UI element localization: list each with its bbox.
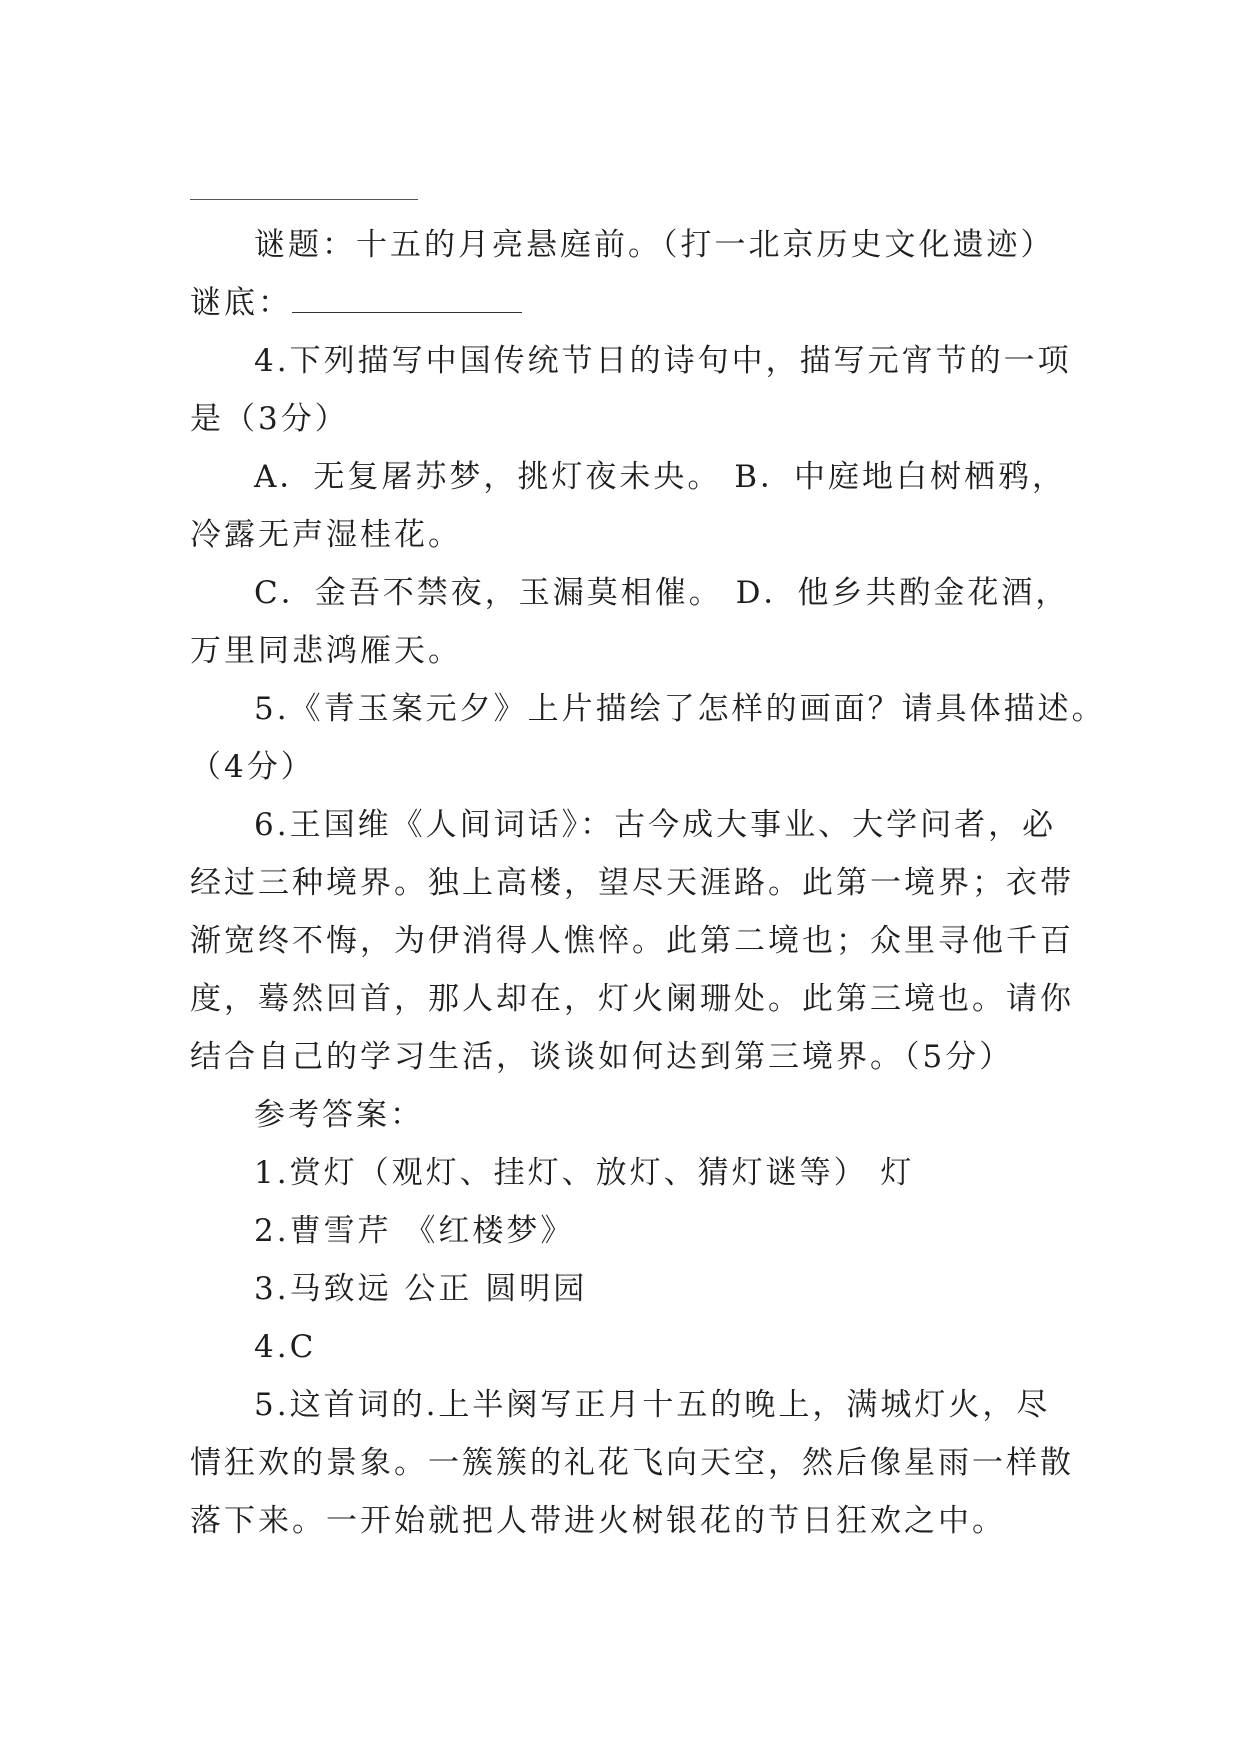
- riddle-answer-line: [190, 283, 522, 323]
- answer-5-line-2: 情狂欢的景象。一簇簇的礼花飞向天空，然后像星雨一样散: [190, 1445, 1074, 1481]
- question-6-line-5: 结合自己的学习生活，谈谈如何达到第三境界。（5分）: [190, 1039, 1014, 1075]
- option-b-continued: 冷露无声湿桂花。: [190, 517, 462, 553]
- answer-5-line-1: 5.这首词的.上半阕写正月十五的晚上，满城灯火，尽: [254, 1387, 1051, 1423]
- question-4-score: 是（3分）: [190, 401, 349, 437]
- riddle-question: 谜题：十五的月亮悬庭前。（打一北京历史文化遗迹）: [254, 227, 1055, 263]
- question-6-line-1: 6.王国维《人间词话》：古今成大事业、大学问者，必: [254, 807, 1057, 843]
- answer-4: 4.C: [254, 1329, 317, 1365]
- option-c-d: C．金吾不禁夜，玉漏莫相催。 D．他乡共酌金花酒，: [254, 575, 1070, 611]
- question-6-line-4: 度，蓦然回首，那人却在，灯火阑珊处。此第三境也。请你: [190, 981, 1074, 1017]
- answer-3: 3.马致远 公正 圆明园: [254, 1271, 588, 1307]
- riddle-answer-blank: [292, 284, 522, 313]
- answer-1: 1.赏灯（观灯、挂灯、放灯、猜灯谜等） 灯: [254, 1155, 915, 1191]
- option-a-b: A．无复屠苏梦，挑灯夜未央。 B．中庭地白树栖鸦，: [254, 459, 1067, 495]
- answer-5-line-3: 落下来。一开始就把人带进火树银花的节日狂欢之中。: [190, 1503, 1006, 1539]
- question-5-text: 5.《青玉案元夕》上片描绘了怎样的画面？请具体描述。: [254, 691, 1106, 727]
- answer-blank-line: [190, 199, 418, 200]
- riddle-answer-label: 谜底：: [190, 285, 292, 321]
- question-5-score: （4分）: [190, 749, 315, 785]
- option-d-continued: 万里同悲鸿雁天。: [190, 633, 462, 669]
- question-4-text: 4.下列描写中国传统节日的诗句中，描写元宵节的一项: [254, 343, 1072, 379]
- question-6-line-2: 经过三种境界。独上高楼，望尽天涯路。此第一境界；衣带: [190, 865, 1074, 901]
- question-6-line-3: 渐宽终不悔，为伊消得人憔悴。此第二境也；众里寻他千百: [190, 923, 1074, 959]
- answer-key-heading: 参考答案：: [254, 1097, 424, 1133]
- answer-2: 2.曹雪芹 《红楼梦》: [254, 1213, 575, 1249]
